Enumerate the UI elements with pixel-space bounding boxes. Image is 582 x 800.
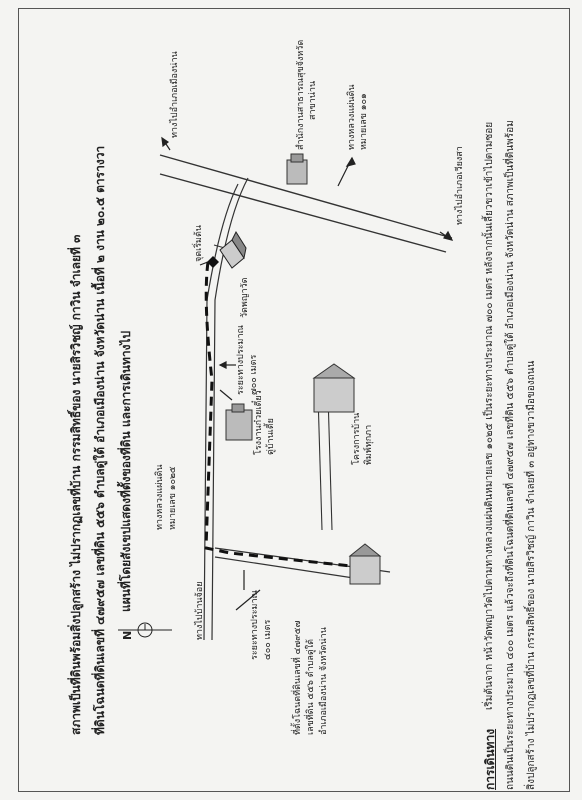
- label-to-nan-city: ทางไปอำเภอเมืองน่าน: [170, 51, 180, 138]
- label-start-point: จุดเริ่มต้น: [194, 225, 204, 262]
- label-distance-400-b: ๔๐๐ เมตร: [263, 619, 273, 660]
- label-land-2: เลขที่ดิน ๕๕๖ ตำบลดู่ใต้: [306, 639, 316, 735]
- land-description: ที่ดินโฉนดที่ดินเลขที่ ๔๗๙๕๗ เลขที่ดิน ๕๕๖ ตำบลดู่ใต้ อำเภอเมืองน่าน จังหวัดน่าน เนื้อที่ ๒ งาน ๒๐.๕ ตารางวา: [93, 145, 107, 735]
- factory-building-icon: [226, 404, 252, 440]
- label-to-wiang-sa: ทางไปอำเภอเวียงสา: [455, 146, 465, 225]
- route-heading: การเดินทาง: [483, 728, 497, 790]
- north-label: N: [121, 630, 134, 640]
- label-project-2: พิมพ์ทุกภา: [364, 424, 374, 465]
- label-health-office-2: สาขาน่าน: [308, 80, 318, 120]
- land-house-icon: [350, 544, 380, 584]
- label-temple: วัดพญาวัด: [240, 277, 250, 318]
- route-line-1: เริ่มต้นจาก หน้าวัดพญาวัดไปตามทางหลวงแผ่นดินหมายเลข ๑๐๒๕ เป็นระยะทางประมาณ ๗๐๐ เมตร หลังจากนั้นเลี้ยวขวาเข้าไปตามซอย: [484, 121, 495, 710]
- label-highway-101-a: ทางหลวงแผ่นดิน: [347, 84, 357, 150]
- project-road: [318, 395, 332, 530]
- label-to-ban-koy: ทางไปบ้านจ้อย: [195, 581, 205, 640]
- map-title: แผนที่โดยสังเขปแสดงที่ตั้งของที่ดิน และการเดินทางไป: [119, 330, 133, 612]
- label-factory-2: ดู่บ้านเตี้ย: [266, 418, 276, 455]
- label-health-office-1: สำนักงานสาธารณสุขจังหวัด: [296, 39, 306, 150]
- label-highway-1025-b: หมายเลข ๑๐๒๕: [168, 466, 178, 530]
- label-factory-1: โรงงานก๋วยเตี๋ยว: [254, 390, 264, 455]
- temple-icon: [220, 232, 246, 268]
- label-land-1: ที่ตั้งโฉนดที่ดินเลขที่ ๔๗๙๕๗: [293, 620, 303, 735]
- housing-project-icon: [314, 364, 354, 412]
- label-highway-1025-a: ทางหลวงแผ่นดิน: [155, 464, 165, 530]
- label-distance-700-b: ๗๐๐ เมตร: [249, 354, 259, 395]
- route-line-2: ถนนดินเป็นระยะทางประมาณ ๔๐๐ เมตร แล้วจะถึงที่ดินโฉนดที่ดินเลขที่ ๔๗๙๕๗ เลขที่ดิน ๕๕๖ ตำบลดู่ใต้ อำเภอเมืองน่าน จังหวัดน่าน สภาพเป็นที่ดินพร้อม: [505, 120, 516, 790]
- label-project-1: โครงการบ้าน: [352, 412, 362, 465]
- label-land-3: อำเภอเมืองน่าน จังหวัดน่าน: [319, 627, 329, 735]
- route-line-3: สิ่งปลูกสร้าง ไม่ปรากฏเลขที่บ้าน กรรมสิทธิ์ของ นายสิรวิชญ์ กาวิน จำเลยที่ ๓ อยู่ทางขวามือของถนน: [526, 360, 537, 790]
- land-condition: สภาพเป็นที่ดินพร้อมสิ่งปลูกสร้าง ไม่ปรากฏเลขที่บ้าน กรรมสิทธิ์ของ นายสิรวิชญ์ กาวิน จำเลยที่ ๓: [69, 234, 83, 735]
- health-office-building-icon: [287, 154, 307, 184]
- label-highway-101-b: หมายเลข ๑๐๑: [359, 93, 369, 150]
- label-distance-700-a: ระยะทางประมาณ: [236, 325, 246, 395]
- label-distance-400-a: ระยะทางประมาณ: [250, 590, 260, 660]
